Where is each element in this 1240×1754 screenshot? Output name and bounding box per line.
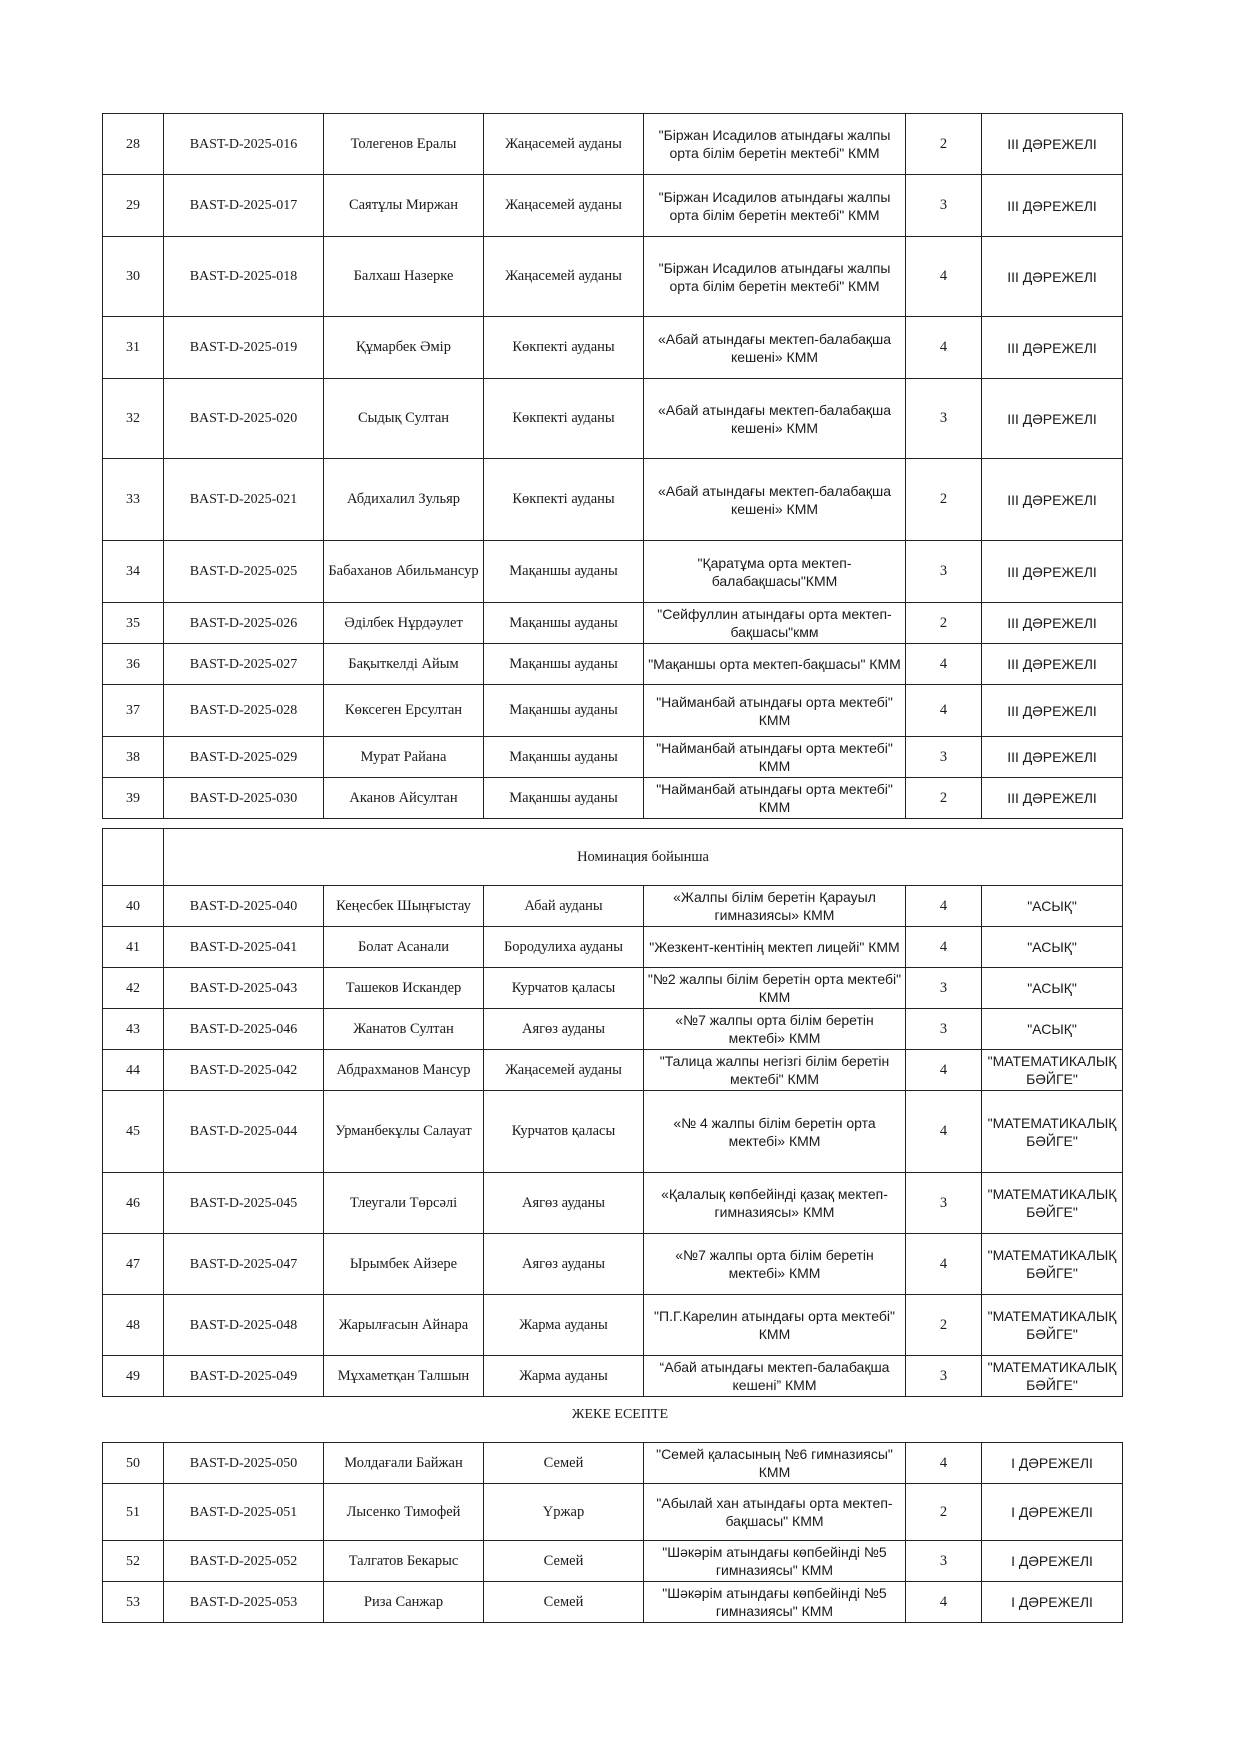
row-number-cell: 39 xyxy=(103,778,164,819)
school-name-cell: «Абай атындағы мектеп-балабақша кешені» КММ xyxy=(644,317,906,379)
district-cell: Бородулиха ауданы xyxy=(484,927,644,968)
table-row xyxy=(103,1009,1123,1050)
participant-name-cell: Лысенко Тимофей xyxy=(324,1484,484,1541)
award-cell: І ДӘРЕЖЕЛІ xyxy=(982,1484,1123,1541)
school-name-cell: «Қалалық көпбейінді қазақ мектеп-гимназиясы» КММ xyxy=(644,1173,906,1234)
participant-name-cell: Болат Асанали xyxy=(324,927,484,968)
award-cell: І ДӘРЕЖЕЛІ xyxy=(982,1443,1123,1484)
award-cell: ІІІ ДӘРЕЖЕЛІ xyxy=(982,237,1123,317)
grade-cell: 3 xyxy=(906,968,982,1009)
school-name-cell: "Қаратұма орта мектеп-балабақшасы"КММ xyxy=(644,541,906,603)
participant-name-cell: Жанатов Султан xyxy=(324,1009,484,1050)
district-cell: Семей xyxy=(484,1541,644,1582)
school-name-cell: "Біржан Исадилов атындағы жалпы орта білім беретін мектебі" КММ xyxy=(644,175,906,237)
row-number-cell: 41 xyxy=(103,927,164,968)
grade-cell: 4 xyxy=(906,237,982,317)
table-row xyxy=(103,927,1123,968)
award-cell: "МАТЕМАТИКАЛЫҚ БӘЙГЕ" xyxy=(982,1295,1123,1356)
row-number-cell: 50 xyxy=(103,1443,164,1484)
participant-code-cell: BAST-D-2025-016 xyxy=(164,114,324,175)
award-cell: "АСЫҚ" xyxy=(982,886,1123,927)
school-name-cell: "№2 жалпы білім беретін орта мектебі" КММ xyxy=(644,968,906,1009)
grade-cell: 4 xyxy=(906,1234,982,1295)
row-number-cell: 34 xyxy=(103,541,164,603)
school-name-cell: "Мақаншы орта мектеп-бақшасы" КММ xyxy=(644,644,906,685)
participant-code-cell: BAST-D-2025-045 xyxy=(164,1173,324,1234)
district-cell: Мақаншы ауданы xyxy=(484,778,644,819)
participant-code-cell: BAST-D-2025-050 xyxy=(164,1443,324,1484)
participant-name-cell: Толегенов Ералы xyxy=(324,114,484,175)
grade-cell: 4 xyxy=(906,317,982,379)
school-name-cell: "Жезкент-кентінің мектеп лицейі" КММ xyxy=(644,927,906,968)
participant-code-cell: BAST-D-2025-047 xyxy=(164,1234,324,1295)
school-name-cell: "П.Г.Карелин атындағы орта мектебі" КММ xyxy=(644,1295,906,1356)
school-name-cell: "Найманбай атындағы орта мектебі" КММ xyxy=(644,778,906,819)
grade-cell: 4 xyxy=(906,1091,982,1173)
participant-code-cell: BAST-D-2025-048 xyxy=(164,1295,324,1356)
award-cell: "МАТЕМАТИКАЛЫҚ БӘЙГЕ" xyxy=(982,1050,1123,1091)
row-number-cell: 49 xyxy=(103,1356,164,1397)
row-number-cell: 31 xyxy=(103,317,164,379)
table-row xyxy=(103,541,1123,603)
award-cell: ІІІ ДӘРЕЖЕЛІ xyxy=(982,685,1123,737)
row-number-cell: 30 xyxy=(103,237,164,317)
participant-name-cell: Абдихалил Зульяр xyxy=(324,459,484,541)
district-cell: Көкпекті ауданы xyxy=(484,379,644,459)
grade-cell: 4 xyxy=(906,644,982,685)
grade-cell: 3 xyxy=(906,1356,982,1397)
school-name-cell: "Семей қаласының №6 гимназиясы" КММ xyxy=(644,1443,906,1484)
district-cell: Мақаншы ауданы xyxy=(484,541,644,603)
table-row xyxy=(103,317,1123,379)
participant-name-cell: Құмарбек Әмір xyxy=(324,317,484,379)
district-cell: Жаңасемей ауданы xyxy=(484,1050,644,1091)
table-row xyxy=(103,1356,1123,1397)
row-number-cell: 43 xyxy=(103,1009,164,1050)
participant-code-cell: BAST-D-2025-021 xyxy=(164,459,324,541)
school-name-cell: "Найманбай атындағы орта мектебі" КММ xyxy=(644,737,906,778)
award-cell: "АСЫҚ" xyxy=(982,968,1123,1009)
district-cell: Жарма ауданы xyxy=(484,1356,644,1397)
district-cell: Мақаншы ауданы xyxy=(484,603,644,644)
row-number-cell: 33 xyxy=(103,459,164,541)
participant-code-cell: BAST-D-2025-029 xyxy=(164,737,324,778)
participant-code-cell: BAST-D-2025-040 xyxy=(164,886,324,927)
school-name-cell: «№ 4 жалпы білім беретін орта мектебі» КММ xyxy=(644,1091,906,1173)
award-cell: "МАТЕМАТИКАЛЫҚ БӘЙГЕ" xyxy=(982,1091,1123,1173)
district-cell: Курчатов қаласы xyxy=(484,1091,644,1173)
award-cell: ІІІ ДӘРЕЖЕЛІ xyxy=(982,778,1123,819)
row-number-cell: 38 xyxy=(103,737,164,778)
table-row xyxy=(103,1234,1123,1295)
participant-name-cell: Бақыткелді Айым xyxy=(324,644,484,685)
participant-code-cell: BAST-D-2025-049 xyxy=(164,1356,324,1397)
school-name-cell: "Біржан Исадилов атындағы жалпы орта білім беретін мектебі" КММ xyxy=(644,114,906,175)
district-cell: Үржар xyxy=(484,1484,644,1541)
participant-code-cell: BAST-D-2025-018 xyxy=(164,237,324,317)
school-name-cell: "Абылай хан атындағы орта мектеп-бақшасы" КММ xyxy=(644,1484,906,1541)
award-cell: І ДӘРЕЖЕЛІ xyxy=(982,1582,1123,1623)
table-row xyxy=(103,778,1123,819)
row-number-cell: 46 xyxy=(103,1173,164,1234)
school-name-cell: "Сейфуллин атындағы орта мектеп-бақшасы"кмм xyxy=(644,603,906,644)
grade-cell: 4 xyxy=(906,886,982,927)
district-cell: Мақаншы ауданы xyxy=(484,644,644,685)
grade-cell: 3 xyxy=(906,175,982,237)
row-number-cell: 52 xyxy=(103,1541,164,1582)
row-number-cell: 35 xyxy=(103,603,164,644)
school-name-cell: "Шәкәрім атындағы көпбейінді №5 гимназиясы" КММ xyxy=(644,1582,906,1623)
grade-cell: 2 xyxy=(906,1484,982,1541)
section-title-nomination: Номинация бойынша xyxy=(164,829,1123,886)
district-cell: Курчатов қаласы xyxy=(484,968,644,1009)
row-number-cell: 28 xyxy=(103,114,164,175)
participant-name-cell: Тлеугали Төрсәлі xyxy=(324,1173,484,1234)
participant-name-cell: Сыдық Султан xyxy=(324,379,484,459)
table-row xyxy=(103,968,1123,1009)
row-number-cell: 53 xyxy=(103,1582,164,1623)
participant-code-cell: BAST-D-2025-042 xyxy=(164,1050,324,1091)
district-cell: Жаңасемей ауданы xyxy=(484,114,644,175)
award-cell: ІІІ ДӘРЕЖЕЛІ xyxy=(982,114,1123,175)
participant-code-cell: BAST-D-2025-027 xyxy=(164,644,324,685)
school-name-cell: "Біржан Исадилов атындағы жалпы орта білім беретін мектебі" КММ xyxy=(644,237,906,317)
grade-cell: 4 xyxy=(906,1443,982,1484)
participant-name-cell: Молдағали Байжан xyxy=(324,1443,484,1484)
table-row xyxy=(103,1173,1123,1234)
district-cell: Жарма ауданы xyxy=(484,1295,644,1356)
district-cell: Аягөз ауданы xyxy=(484,1234,644,1295)
table-row xyxy=(103,1050,1123,1091)
participant-code-cell: BAST-D-2025-051 xyxy=(164,1484,324,1541)
participant-name-cell: Кеңесбек Шыңғыстау xyxy=(324,886,484,927)
participant-name-cell: Жарылғасын Айнара xyxy=(324,1295,484,1356)
results-table-nomination xyxy=(102,828,1123,1397)
grade-cell: 2 xyxy=(906,1295,982,1356)
table-row xyxy=(103,1582,1123,1623)
table-row xyxy=(103,1484,1123,1541)
section-header-row xyxy=(103,829,1123,886)
award-cell: ІІІ ДӘРЕЖЕЛІ xyxy=(982,737,1123,778)
participant-code-cell: BAST-D-2025-026 xyxy=(164,603,324,644)
district-cell: Мақаншы ауданы xyxy=(484,685,644,737)
participant-code-cell: BAST-D-2025-052 xyxy=(164,1541,324,1582)
grade-cell: 3 xyxy=(906,1173,982,1234)
award-cell: І ДӘРЕЖЕЛІ xyxy=(982,1541,1123,1582)
grade-cell: 3 xyxy=(906,541,982,603)
grade-cell: 4 xyxy=(906,1050,982,1091)
grade-cell: 2 xyxy=(906,114,982,175)
grade-cell: 4 xyxy=(906,1582,982,1623)
table-row xyxy=(103,1091,1123,1173)
results-table-nomination-body xyxy=(103,829,1123,1397)
participant-code-cell: BAST-D-2025-043 xyxy=(164,968,324,1009)
participant-code-cell: BAST-D-2025-025 xyxy=(164,541,324,603)
participant-name-cell: Бабаханов Абильмансур xyxy=(324,541,484,603)
award-cell: ІІІ ДӘРЕЖЕЛІ xyxy=(982,459,1123,541)
grade-cell: 4 xyxy=(906,685,982,737)
school-name-cell: «№7 жалпы орта білім беретін мектебі» КММ xyxy=(644,1009,906,1050)
participant-name-cell: Урманбекұлы Салауат xyxy=(324,1091,484,1173)
award-cell: ІІІ ДӘРЕЖЕЛІ xyxy=(982,603,1123,644)
table-row xyxy=(103,1443,1123,1484)
award-cell: "АСЫҚ" xyxy=(982,1009,1123,1050)
district-cell: Аягөз ауданы xyxy=(484,1009,644,1050)
results-table-main-body xyxy=(103,114,1123,819)
results-table-individual-body xyxy=(103,1443,1123,1623)
award-cell: ІІІ ДӘРЕЖЕЛІ xyxy=(982,379,1123,459)
table-row xyxy=(103,1295,1123,1356)
school-name-cell: «№7 жалпы орта білім беретін мектебі» КММ xyxy=(644,1234,906,1295)
results-table-main xyxy=(102,113,1123,819)
school-name-cell: “Абай атындағы мектеп-балабақша кешені” КММ xyxy=(644,1356,906,1397)
row-number-cell: 40 xyxy=(103,886,164,927)
award-cell: ІІІ ДӘРЕЖЕЛІ xyxy=(982,317,1123,379)
participant-name-cell: Ташеков Искандер xyxy=(324,968,484,1009)
award-cell: ІІІ ДӘРЕЖЕЛІ xyxy=(982,175,1123,237)
table-row xyxy=(103,603,1123,644)
participant-code-cell: BAST-D-2025-019 xyxy=(164,317,324,379)
district-cell: Көкпекті ауданы xyxy=(484,459,644,541)
grade-cell: 3 xyxy=(906,1009,982,1050)
district-cell: Семей xyxy=(484,1443,644,1484)
participant-code-cell: BAST-D-2025-046 xyxy=(164,1009,324,1050)
table-row xyxy=(103,886,1123,927)
grade-cell: 2 xyxy=(906,459,982,541)
row-number-cell: 47 xyxy=(103,1234,164,1295)
school-name-cell: «Жалпы білім беретін Қарауыл гимназиясы» КММ xyxy=(644,886,906,927)
table-row xyxy=(103,1541,1123,1582)
participant-name-cell: Көксеген Ерсултан xyxy=(324,685,484,737)
district-cell: Жаңасемей ауданы xyxy=(484,237,644,317)
participant-code-cell: BAST-D-2025-028 xyxy=(164,685,324,737)
results-table-individual xyxy=(102,1442,1123,1623)
school-name-cell: «Абай атындағы мектеп-балабақша кешені» КММ xyxy=(644,459,906,541)
table-row xyxy=(103,459,1123,541)
table-row xyxy=(103,237,1123,317)
row-number-cell: 45 xyxy=(103,1091,164,1173)
participant-name-cell: Риза Санжар xyxy=(324,1582,484,1623)
participant-code-cell: BAST-D-2025-053 xyxy=(164,1582,324,1623)
grade-cell: 3 xyxy=(906,379,982,459)
award-cell: "МАТЕМАТИКАЛЫҚ БӘЙГЕ" xyxy=(982,1234,1123,1295)
table-row xyxy=(103,685,1123,737)
district-cell: Мақаншы ауданы xyxy=(484,737,644,778)
participant-code-cell: BAST-D-2025-044 xyxy=(164,1091,324,1173)
grade-cell: 2 xyxy=(906,778,982,819)
section-header-empty-cell xyxy=(103,829,164,886)
school-name-cell: «Абай атындағы мектеп-балабақша кешені» КММ xyxy=(644,379,906,459)
table-row xyxy=(103,175,1123,237)
participant-name-cell: Мурат Райана xyxy=(324,737,484,778)
district-cell: Абай ауданы xyxy=(484,886,644,927)
award-cell: "МАТЕМАТИКАЛЫҚ БӘЙГЕ" xyxy=(982,1173,1123,1234)
school-name-cell: "Шәкәрім атындағы көпбейінді №5 гимназиясы" КММ xyxy=(644,1541,906,1582)
participant-code-cell: BAST-D-2025-041 xyxy=(164,927,324,968)
participant-name-cell: Абдрахманов Мансур xyxy=(324,1050,484,1091)
participant-code-cell: BAST-D-2025-020 xyxy=(164,379,324,459)
participant-name-cell: Мұхаметқан Талшын xyxy=(324,1356,484,1397)
award-cell: ІІІ ДӘРЕЖЕЛІ xyxy=(982,541,1123,603)
participant-name-cell: Аканов Айсултан xyxy=(324,778,484,819)
award-cell: "АСЫҚ" xyxy=(982,927,1123,968)
grade-cell: 3 xyxy=(906,1541,982,1582)
school-name-cell: "Талица жалпы негізгі білім беретін мектебі" КММ xyxy=(644,1050,906,1091)
participant-name-cell: Әділбек Нұрдәулет xyxy=(324,603,484,644)
participant-name-cell: Саятұлы Миржан xyxy=(324,175,484,237)
row-number-cell: 32 xyxy=(103,379,164,459)
grade-cell: 4 xyxy=(906,927,982,968)
participant-code-cell: BAST-D-2025-030 xyxy=(164,778,324,819)
table-row xyxy=(103,379,1123,459)
table-row xyxy=(103,114,1123,175)
row-number-cell: 37 xyxy=(103,685,164,737)
grade-cell: 2 xyxy=(906,603,982,644)
district-cell: Көкпекті ауданы xyxy=(484,317,644,379)
grade-cell: 3 xyxy=(906,737,982,778)
row-number-cell: 51 xyxy=(103,1484,164,1541)
school-name-cell: "Найманбай атындағы орта мектебі" КММ xyxy=(644,685,906,737)
row-number-cell: 44 xyxy=(103,1050,164,1091)
participant-name-cell: Балхаш Назерке xyxy=(324,237,484,317)
row-number-cell: 48 xyxy=(103,1295,164,1356)
row-number-cell: 42 xyxy=(103,968,164,1009)
district-cell: Жаңасемей ауданы xyxy=(484,175,644,237)
district-cell: Семей xyxy=(484,1582,644,1623)
participant-name-cell: Ырымбек Айзере xyxy=(324,1234,484,1295)
row-number-cell: 29 xyxy=(103,175,164,237)
table-row xyxy=(103,737,1123,778)
participant-code-cell: BAST-D-2025-017 xyxy=(164,175,324,237)
table-row xyxy=(103,644,1123,685)
award-cell: "МАТЕМАТИКАЛЫҚ БӘЙГЕ" xyxy=(982,1356,1123,1397)
award-cell: ІІІ ДӘРЕЖЕЛІ xyxy=(982,644,1123,685)
district-cell: Аягөз ауданы xyxy=(484,1173,644,1234)
row-number-cell: 36 xyxy=(103,644,164,685)
section-title-individual: ЖЕКЕ ЕСЕПТЕ xyxy=(571,1407,669,1422)
participant-name-cell: Талгатов Бекарыс xyxy=(324,1541,484,1582)
